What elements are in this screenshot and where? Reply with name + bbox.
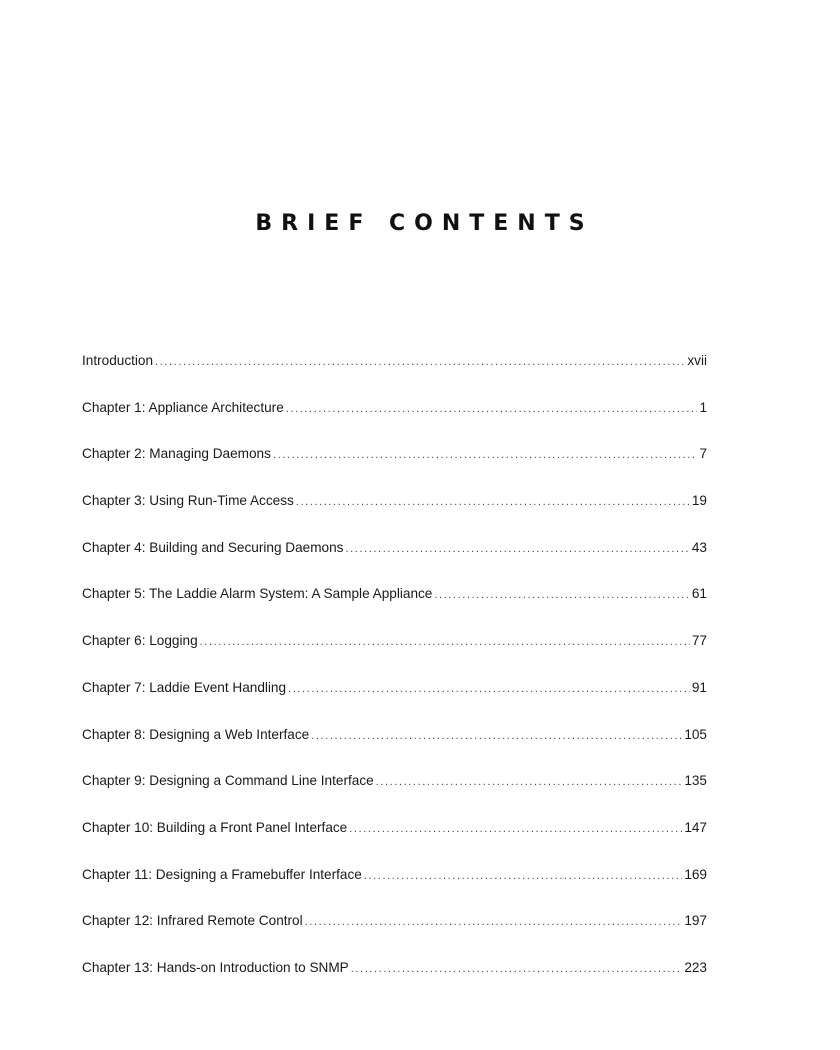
toc-entry-page: 147	[684, 819, 707, 835]
dot-leader	[434, 589, 690, 601]
toc-entry-page: 135	[684, 773, 707, 789]
toc-entry-page: 223	[684, 959, 707, 975]
toc-entry-page: 61	[691, 586, 707, 602]
toc-entry-chapter-5[interactable]	[82, 586, 707, 633]
toc-entry-chapter-12[interactable]	[82, 913, 707, 960]
toc-entry-label: Chapter 13: Hands-on Introduction to SNMP	[82, 959, 349, 975]
toc-entry-page: xvii	[687, 353, 707, 368]
toc-entry-label: Chapter 4: Building and Securing Daemons	[82, 539, 344, 555]
toc-entry-page: 43	[691, 539, 707, 555]
page-title: BRIEF CONTENTS	[255, 211, 594, 236]
table-of-contents	[82, 353, 707, 1007]
dot-leader	[155, 356, 685, 368]
toc-entry-label: Chapter 9: Designing a Command Line Interface	[82, 773, 374, 789]
dot-leader	[364, 870, 682, 882]
toc-entry-chapter-6[interactable]	[82, 633, 707, 680]
toc-entry-chapter-2[interactable]	[82, 446, 707, 493]
toc-entry-label: Chapter 12: Infrared Remote Control	[82, 913, 303, 929]
toc-entry-chapter-10[interactable]	[82, 820, 707, 867]
dot-leader	[376, 776, 683, 788]
toc-entry-label: Chapter 5: The Laddie Alarm System: A Sample Appliance	[82, 586, 433, 602]
toc-entry-label: Chapter 6: Logging	[82, 633, 198, 649]
toc-entry-label: Chapter 10: Building a Front Panel Interface	[82, 819, 348, 835]
toc-entry-page: 19	[691, 493, 707, 509]
toc-entry-page: 7	[699, 446, 707, 462]
dot-leader	[345, 543, 689, 555]
toc-entry-label: Chapter 8: Designing a Web Interface	[82, 726, 310, 742]
toc-entry-page: 1	[699, 399, 707, 415]
dot-leader	[200, 636, 690, 648]
toc-entry-label: Chapter 2: Managing Daemons	[82, 446, 271, 462]
toc-entry-label: Introduction	[82, 353, 154, 368]
dot-leader	[305, 916, 683, 928]
toc-entry-chapter-3[interactable]	[82, 493, 707, 540]
toc-entry-chapter-9[interactable]	[82, 773, 707, 820]
toc-entry-chapter-11[interactable]	[82, 867, 707, 914]
dot-leader	[351, 963, 683, 975]
toc-entry-chapter-7[interactable]	[82, 680, 707, 727]
dot-leader	[288, 683, 690, 695]
toc-entry-chapter-13[interactable]	[82, 960, 707, 1007]
toc-entry-label: Chapter 11: Designing a Framebuffer Interface	[82, 866, 362, 882]
dot-leader	[286, 403, 698, 415]
toc-entry-label: Chapter 3: Using Run-Time Access	[82, 493, 294, 509]
toc-entry-page: 91	[691, 679, 707, 695]
dot-leader	[273, 449, 698, 461]
dot-leader	[349, 823, 682, 835]
toc-entry-page: 169	[684, 866, 707, 882]
toc-entry-chapter-1[interactable]	[82, 400, 707, 447]
toc-entry-label: Chapter 1: Appliance Architecture	[82, 399, 284, 415]
toc-entry-page: 197	[684, 913, 707, 929]
dot-leader	[311, 730, 682, 742]
toc-entry-page: 77	[691, 633, 707, 649]
toc-entry-chapter-8[interactable]	[82, 727, 707, 774]
toc-entry-page: 105	[684, 726, 707, 742]
dot-leader	[296, 496, 690, 508]
toc-entry-introduction[interactable]	[82, 353, 707, 400]
toc-entry-label: Chapter 7: Laddie Event Handling	[82, 679, 287, 695]
toc-entry-chapter-4[interactable]	[82, 540, 707, 587]
